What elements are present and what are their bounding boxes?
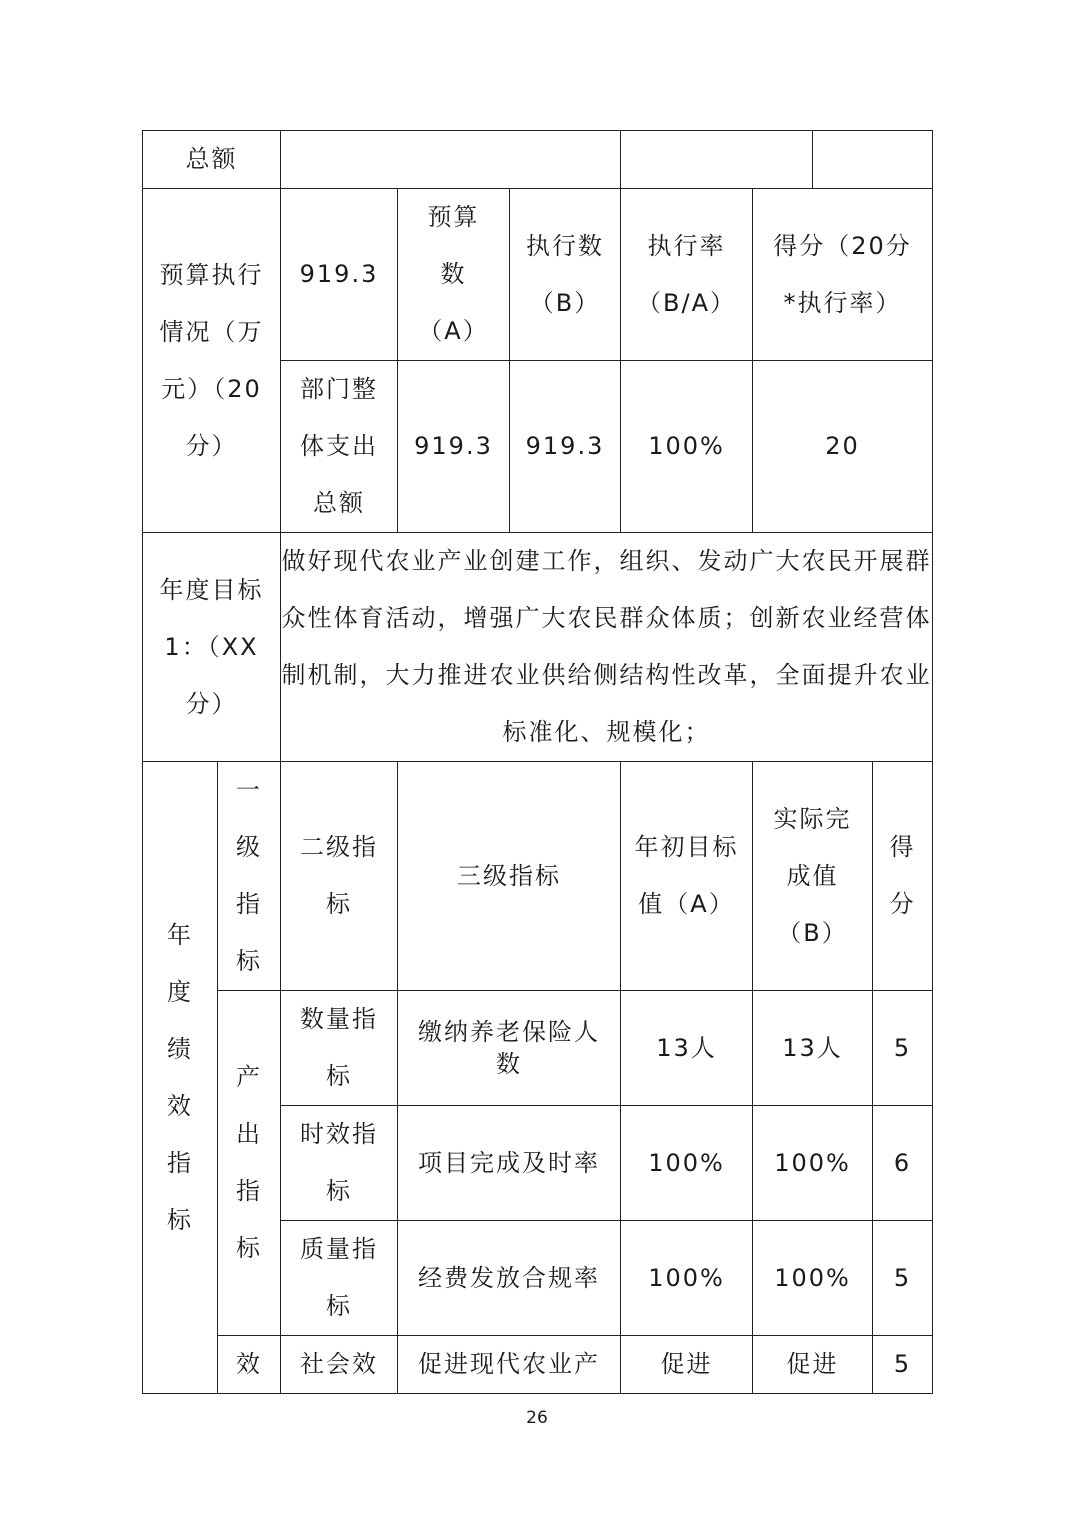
performance-header-row (143, 762, 933, 991)
level2-header: 二级指标 (281, 762, 398, 991)
total-cell-empty-2 (621, 131, 813, 189)
effect-level1: 效 (218, 1336, 281, 1394)
effect-score: 5 (873, 1336, 933, 1394)
row-score: 5 (873, 991, 933, 1106)
target-header: 年初目标值（A） (621, 762, 753, 991)
performance-evaluation-table (142, 130, 933, 1394)
output-indicator-label: 产出指标 (218, 991, 281, 1336)
score-value: 20 (753, 361, 933, 533)
level1-header: 一级指标 (218, 762, 281, 991)
row-level2: 质量指标 (281, 1221, 398, 1336)
effect-actual: 促进 (753, 1336, 873, 1394)
table-row (143, 991, 933, 1106)
effect-level3: 促进现代农业产 (398, 1336, 621, 1394)
total-cell-empty-3 (813, 131, 933, 189)
row-level3: 项目完成及时率 (398, 1106, 621, 1221)
score-header: 得分 (873, 762, 933, 991)
page-number: 26 (526, 1408, 548, 1428)
annual-goal-label: 年度目标1：（XX分） (143, 533, 281, 762)
budget-header-row (143, 189, 933, 361)
annual-goal-row (143, 533, 933, 762)
col-exec-header: 执行数（B） (510, 189, 621, 361)
row-level2: 时效指标 (281, 1106, 398, 1221)
col-score-header: 得分（20分*执行率） (753, 189, 933, 361)
rate-value: 100% (621, 361, 753, 533)
row-actual: 100% (753, 1221, 873, 1336)
total-cell-empty-1 (281, 131, 621, 189)
row-score: 6 (873, 1106, 933, 1221)
budget-amount: 919.3 (281, 189, 398, 361)
annual-goal-text: 做好现代农业产业创建工作，组织、发动广大农民开展群众性体育活动，增强广大农民群众体质；创新农业经营体制机制，大力推进农业供给侧结构性改革，全面提升农业标准化、规模化； (281, 533, 933, 762)
row-score: 5 (873, 1221, 933, 1336)
total-label: 总额 (143, 131, 281, 189)
row-level2: 数量指标 (281, 991, 398, 1106)
total-row (143, 131, 933, 189)
budget-section-label: 预算执行情况（万元）（20分） (143, 189, 281, 533)
exec-value: 919.3 (510, 361, 621, 533)
row-level3: 缴纳养老保险人数 (398, 991, 621, 1106)
performance-section-label: 年度绩效指标 (143, 762, 218, 1394)
row-actual: 13人 (753, 991, 873, 1106)
level3-header: 三级指标 (398, 762, 621, 991)
effect-target: 促进 (621, 1336, 753, 1394)
actual-header: 实际完成值（B） (753, 762, 873, 991)
col-budget-header: 预算数（A） (398, 189, 510, 361)
effect-row (143, 1336, 933, 1394)
effect-level2: 社会效 (281, 1336, 398, 1394)
budget-value: 919.3 (398, 361, 510, 533)
col-rate-header: 执行率（B/A） (621, 189, 753, 361)
row-level3: 经费发放合规率 (398, 1221, 621, 1336)
row-target: 13人 (621, 991, 753, 1106)
row-target: 100% (621, 1221, 753, 1336)
row-target: 100% (621, 1106, 753, 1221)
row-actual: 100% (753, 1106, 873, 1221)
dept-total-label: 部门整体支出总额 (281, 361, 398, 533)
